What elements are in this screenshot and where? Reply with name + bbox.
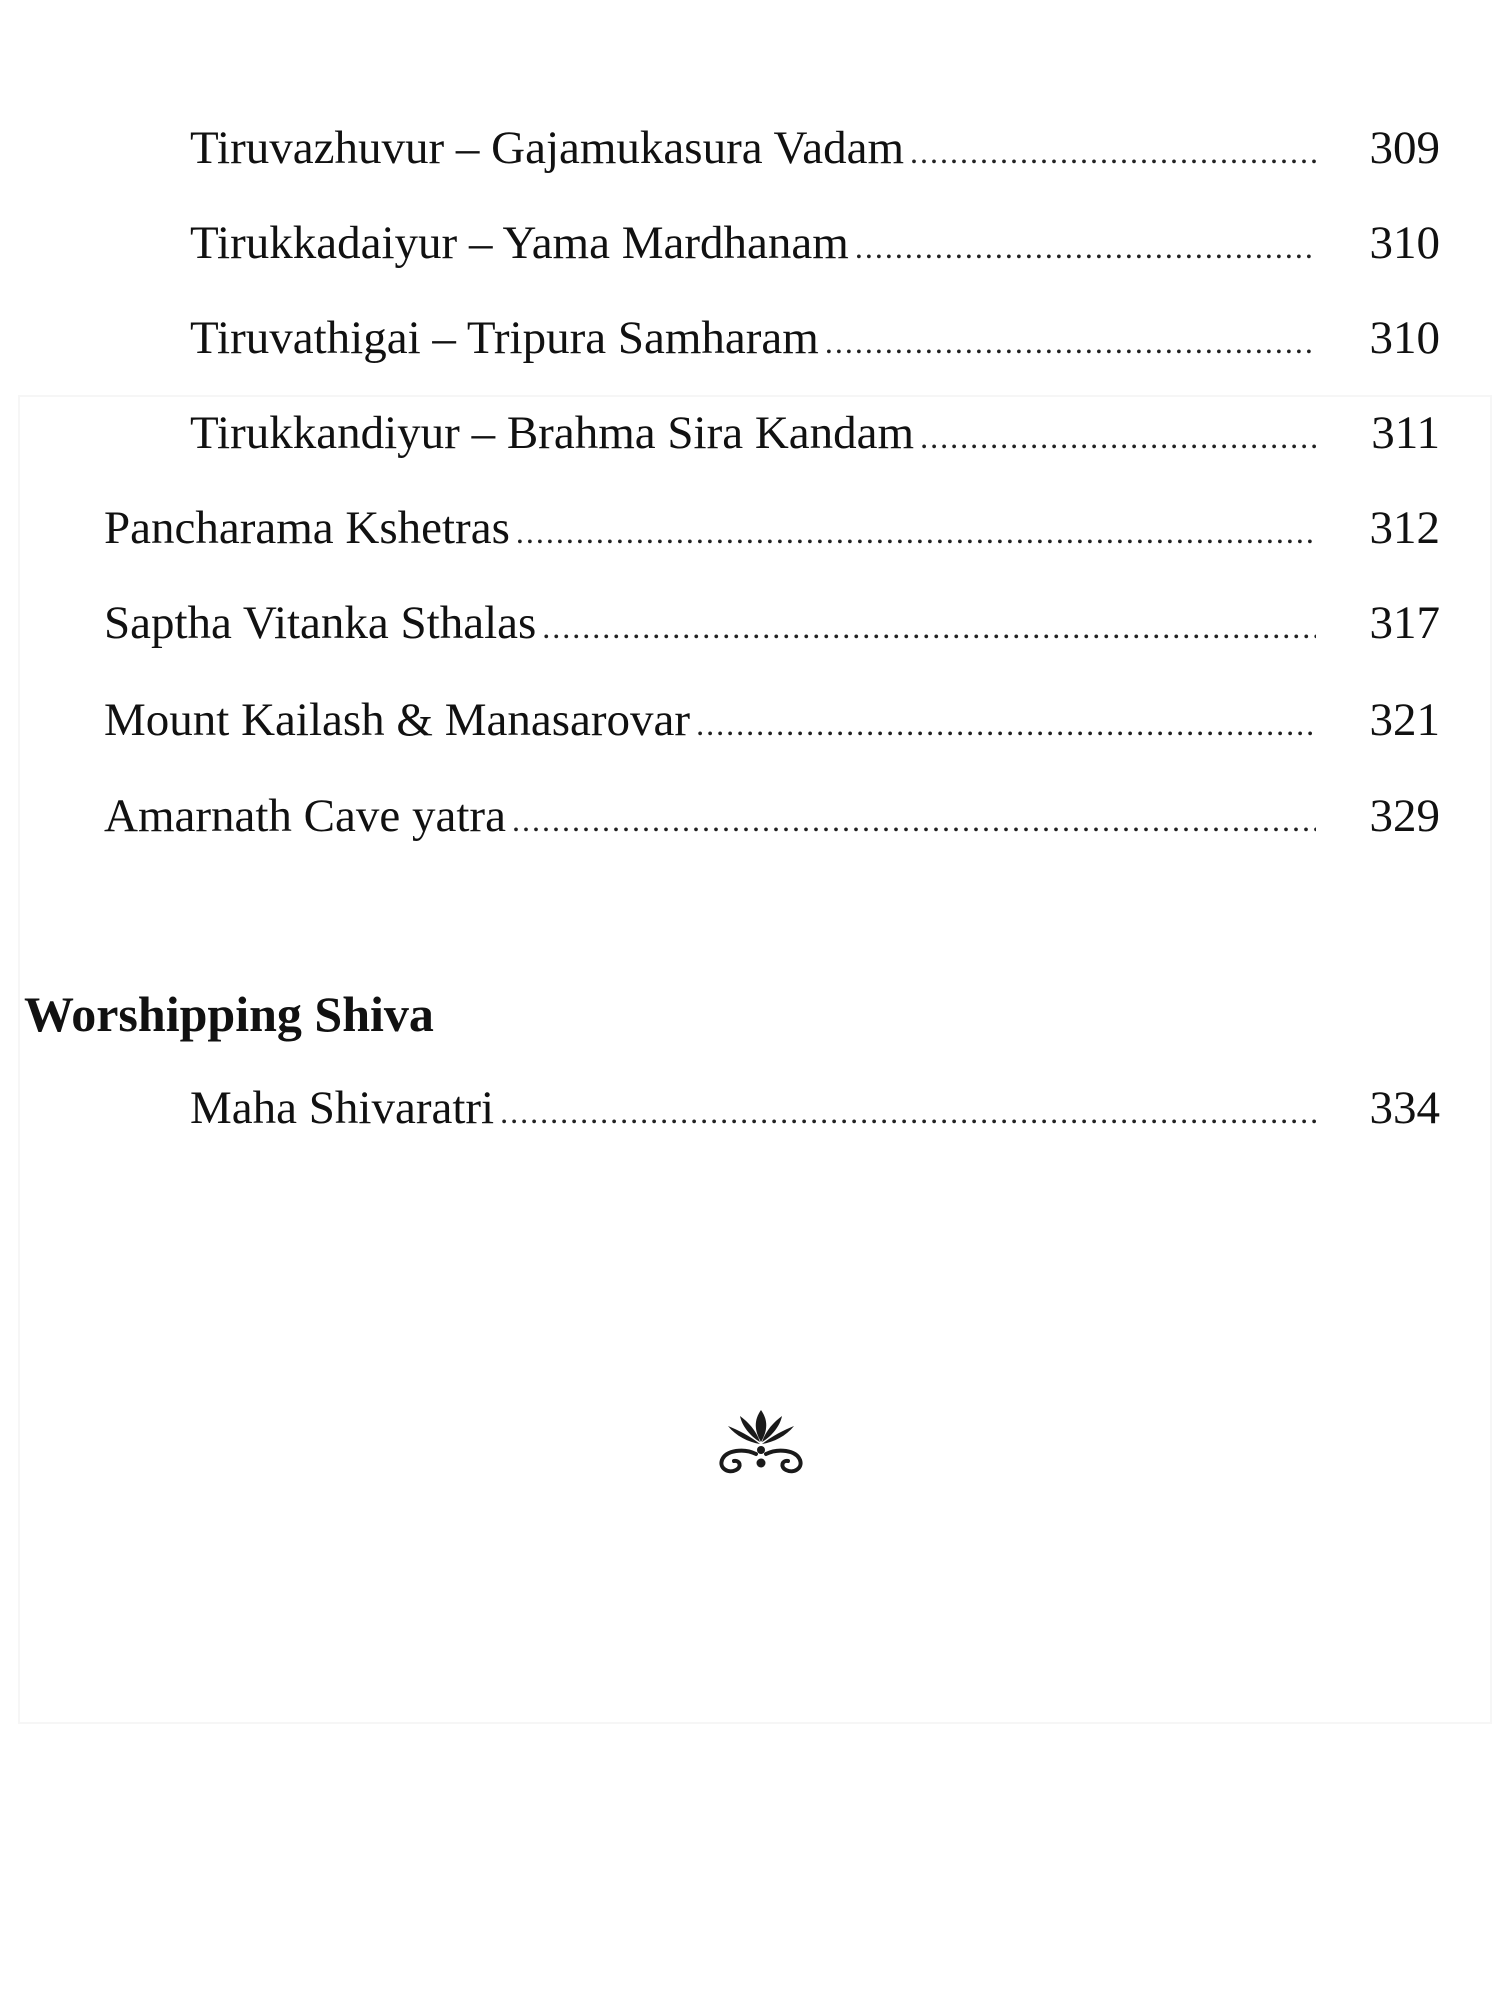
toc-entry-title: Mount Kailash & Manasarovar	[104, 694, 691, 746]
toc-entry-page: 312	[1369, 502, 1440, 554]
toc-entry-title: Pancharama Kshetras	[104, 502, 510, 554]
toc-entry	[190, 312, 1440, 364]
toc-entry-page: 310	[1369, 217, 1440, 269]
toc-entry-page: 309	[1369, 122, 1440, 174]
toc-entry-page: 317	[1369, 597, 1440, 649]
toc-entry	[104, 502, 1440, 554]
toc-entry	[190, 407, 1440, 459]
toc-entry-page: 321	[1369, 694, 1440, 746]
dot-leader	[512, 804, 1316, 836]
dot-leader	[542, 611, 1316, 643]
toc-entry-page: 334	[1369, 1082, 1440, 1134]
section-heading: Worshipping Shiva	[24, 986, 434, 1042]
toc-entry	[190, 122, 1440, 174]
toc-entry	[104, 597, 1440, 649]
dot-leader	[920, 421, 1316, 453]
dot-leader	[910, 136, 1316, 168]
dot-leader	[500, 1096, 1316, 1128]
toc-entry	[190, 1082, 1440, 1134]
toc-entry-page: 310	[1369, 312, 1440, 364]
toc-entry-title: Tirukkandiyur – Brahma Sira Kandam	[190, 407, 915, 459]
toc-entry-title: Tiruvazhuvur – Gajamukasura Vadam	[190, 122, 904, 174]
fleuron-icon	[716, 1408, 806, 1478]
toc-entry	[104, 694, 1440, 746]
show-through-frame	[18, 395, 1492, 1724]
toc-entry-page: 311	[1371, 407, 1440, 459]
toc-entry-page: 329	[1369, 790, 1440, 842]
dot-leader	[516, 516, 1316, 548]
toc-entry-title: Tiruvathigai – Tripura Samharam	[190, 312, 819, 364]
toc-entry-title: Amarnath Cave yatra	[104, 790, 506, 842]
toc-entry-title: Tirukkadaiyur – Yama Mardhanam	[190, 217, 849, 269]
toc-entry-title: Maha Shivaratri	[190, 1082, 495, 1134]
dot-leader	[696, 708, 1316, 740]
toc-entry-title: Saptha Vitanka Sthalas	[104, 597, 537, 649]
toc-entry	[190, 217, 1440, 269]
toc-entry	[104, 790, 1440, 842]
dot-leader	[855, 231, 1316, 263]
dot-leader	[825, 326, 1316, 358]
